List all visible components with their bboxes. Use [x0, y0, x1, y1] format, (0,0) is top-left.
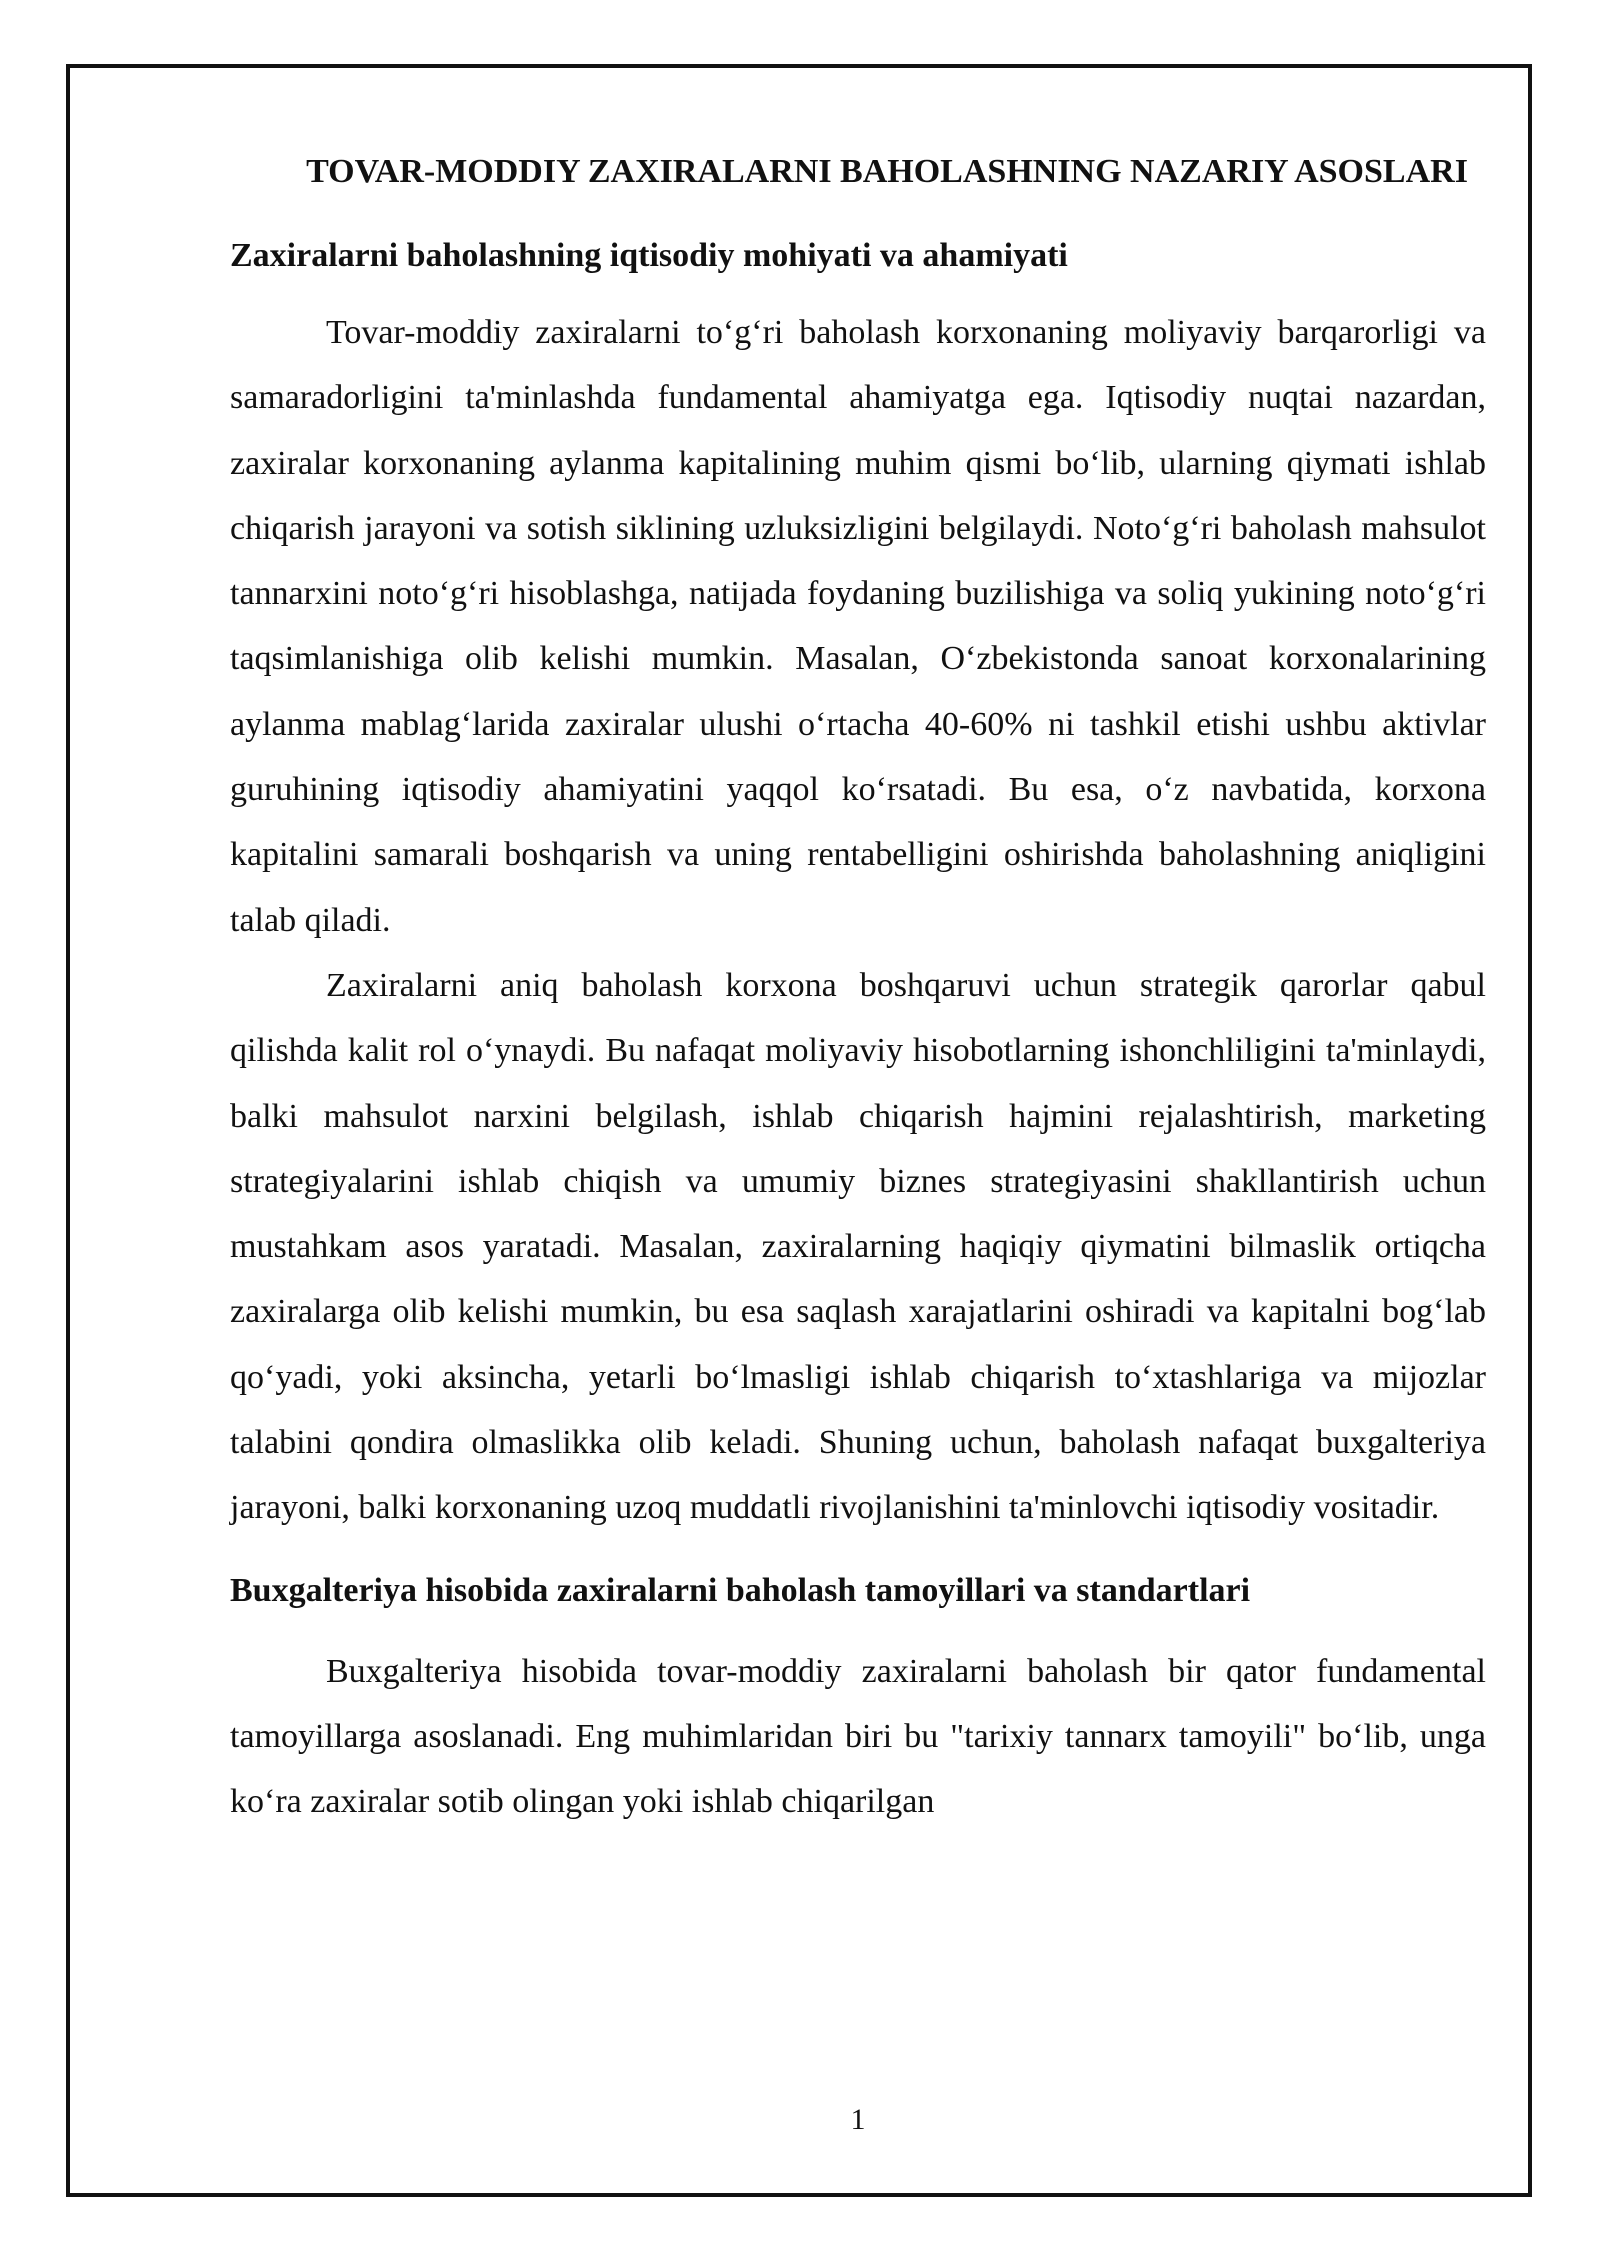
- section-heading-economic-essence: Zaxiralarni baholashning iqtisodiy mohiyati va ahamiyati: [230, 237, 1068, 274]
- paragraph: Buxgalteriya hisobida tovar-moddiy zaxiralarni baholash bir qator fundamental tamoyillarga asoslanadi. Eng muhimlaridan biri bu "tarixiy tannarx tamoyili" bo‘lib, unga ko‘ra zaxiralar sotib olingan yoki ishlab chiqarilgan: [230, 1652, 1486, 1821]
- document-title: TOVAR-MODDIY ZAXIRALARNI BAHOLASHNING NAZARIY ASOSLARI: [306, 153, 1468, 190]
- section-heading-accounting-principles: Buxgalteriya hisobida zaxiralarni baholash tamoyillari va standartlari: [230, 1571, 1251, 1609]
- page-content: [230, 140, 1486, 1835]
- page-number: 1: [850, 2103, 866, 2136]
- paragraph: Zaxiralarni aniq baholash korxona boshqaruvi uchun strategik qarorlar qabul qilishda kalit rol o‘ynaydi. Bu nafaqat moliyaviy hisobotlarning ishonchliligini ta'minlaydi, balki mahsulot narxini belgilash, ishlab chiqarish hajmini rejalashtirish, marketing strategiyalarini ishlab chiqish va umumiy biznes strategiyasini shakllantirish uchun mustahkam asos yaratadi. Masalan, zaxiralarning haqiqiy qiymatini bilmaslik ortiqcha zaxiralarga olib kelishi mumkin, bu esa saqlash xarajatlarini oshiradi va kapitalni bog‘lab qo‘yadi, yoki aksincha, yetarli bo‘lmasligi ishlab chiqarish to‘xtashlariga va mijozlar talabini qondira olmaslikka olib keladi. Shuning uchun, baholash nafaqat buxgalteriya jarayoni, balki korxonaning uzoq muddatli rivojlanishini ta'minlovchi iqtisodiy vositadir.: [230, 966, 1486, 1527]
- paragraph: Tovar-moddiy zaxiralarni to‘g‘ri baholash korxonaning moliyaviy barqarorligi va samaradorligini ta'minlashda fundamental ahamiyatga ega. Iqtisodiy nuqtai nazardan, zaxiralar korxonaning aylanma kapitalining muhim qismi bo‘lib, ularning qiymati ishlab chiqarish jarayoni va sotish siklining uzluksizligini belgilaydi. Noto‘g‘ri baholash mahsulot tannarxini noto‘g‘ri hisoblashga, natijada foydaning buzilishiga va soliq yukining noto‘g‘ri taqsimlanishiga olib kelishi mumkin. Masalan, O‘zbekistonda sanoat korxonalarining aylanma mablag‘larida zaxiralar ulushi o‘rtacha 40-60% ni tashkil etishi ushbu aktivlar guruhining iqtisodiy ahamiyatini yaqqol ko‘rsatadi. Bu esa, o‘z navbatida, korxona kapitalini samarali boshqarish va uning rentabelligini oshirishda baholashning aniqligini talab qiladi.: [230, 314, 1486, 939]
